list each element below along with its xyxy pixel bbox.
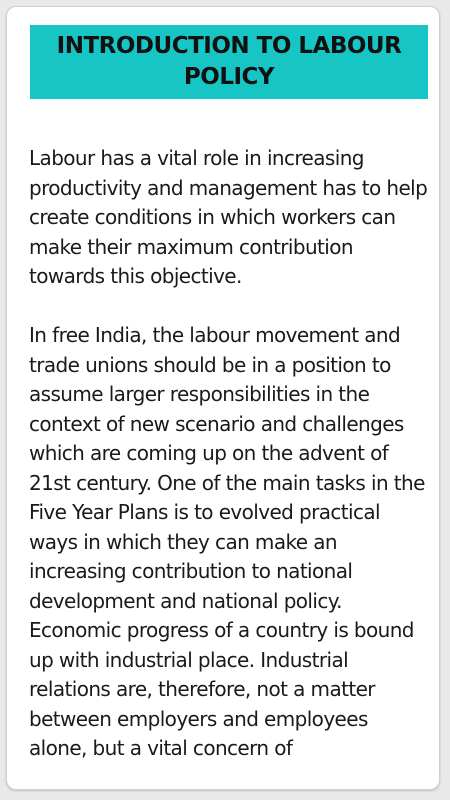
paragraph-intro: Labour has a vital role in increasing productivity and management has to help create conditions in which workers can make their maximum contribution towards this objective. (29, 146, 428, 288)
paragraph-economic-progress: Economic progress of a country is bound up with industrial place. Industrial relations are, therefore, not a matter between employers and employees alone, but a vital concern of (29, 618, 414, 760)
title-banner (30, 25, 428, 99)
article-body[interactable] (29, 144, 429, 784)
paragraph-spacer (29, 292, 429, 322)
content-card (6, 6, 440, 790)
page-title: INTRODUCTION TO LABOUR POLICY (56, 33, 402, 90)
paragraph-labour-movement: In free India, the labour movement and trade unions should be in a position to assume larger responsibilities in the context of new scenario and challenges which are coming up on the advent of 21st century. One of the main tasks in the Five Year Plans is to evolved practical ways in which they can make an increasing contribution to national development and national policy. (29, 323, 425, 613)
